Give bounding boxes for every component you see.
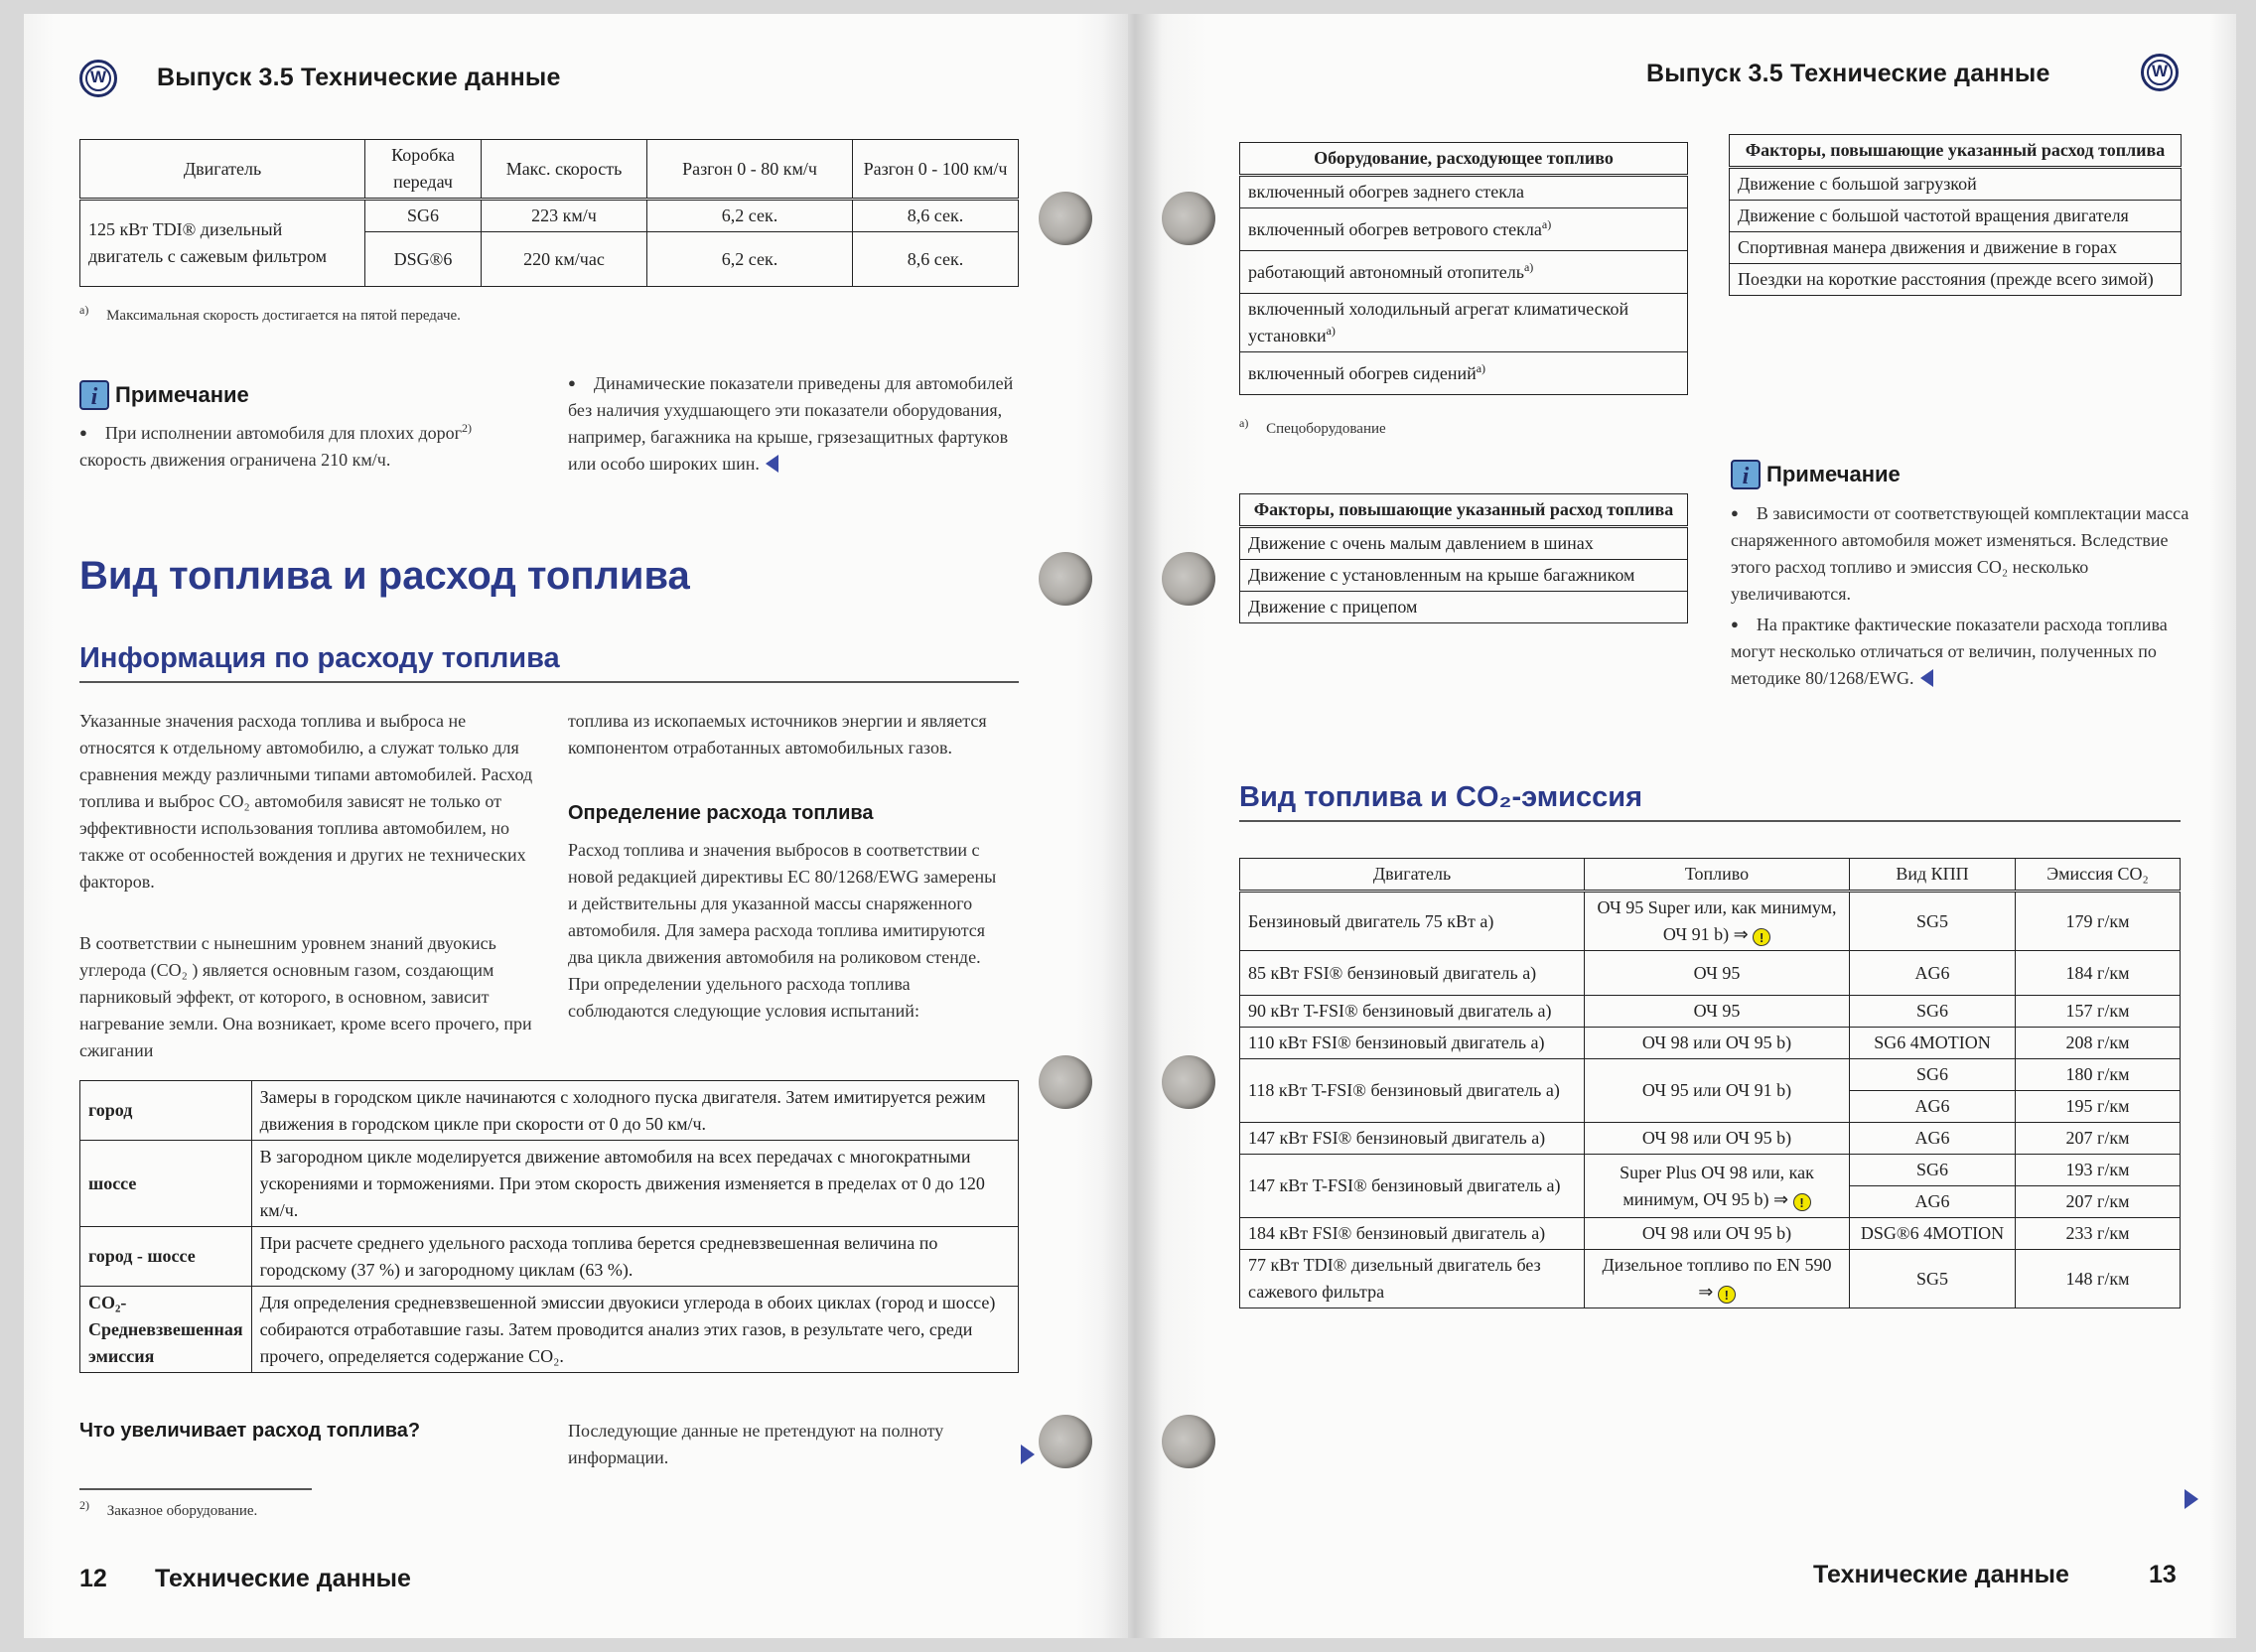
max-speed-cell: 220 км/час: [482, 232, 647, 287]
page-footnote: [79, 1498, 258, 1520]
co2-emission-table: [1239, 858, 2181, 1308]
table-row: [1240, 996, 2181, 1028]
cycle-text: При расчете среднего удельного расхода топлива берется средневзвешенная величина по городскому (37 %) и загородному циклам (63 %).: [251, 1227, 1018, 1287]
table-row: [1730, 201, 2182, 232]
engine-cell: 90 кВт T-FSI® бензиновый двигатель a): [1240, 996, 1585, 1028]
paragraph: Расход топлива и значения выбросов в соответствии с новой редакцией директивы ЕС 80/1268/EWG замерены и действительны для указанной массы снаряженного автомобиля. Для замера расхода топлива имитируются два цикла движения автомобиля на роликовом стенде. При определении удельного расхода топлива соблюдаются следующие условия испытаний:: [568, 840, 997, 1021]
engine-cell: 147 кВт FSI® бензиновый двигатель a): [1240, 1123, 1585, 1155]
table-row: [1240, 951, 2181, 996]
table-row: [1240, 1028, 2181, 1059]
table-row: [1240, 352, 1688, 395]
consumption-factors-table: [1729, 134, 2182, 296]
footnote-mark: a): [1326, 324, 1336, 338]
gearbox-cell: DSG®6 4MOTION: [1850, 1218, 2016, 1250]
footer-title: Технические данные: [155, 1565, 411, 1592]
fuel-text: ОЧ 95 Super или, как минимум, ОЧ 91 b) ⇒: [1597, 897, 1837, 944]
cycle-text: Для определения средневзвешенной эмиссии двуокиси углерода в обоих циклах (город и шоссе) собираются отработавшие газы. Затем проводится анализ этих газов, в результате чего, среди прочего, определяется содержание CO₂.: [251, 1287, 1018, 1373]
table-row: [1240, 560, 1688, 592]
binding-hole: [1039, 1055, 1092, 1109]
footnote-mark: a): [1476, 360, 1486, 375]
table-header: Оборудование, расходующее топливо: [1240, 143, 1688, 176]
table-row: [1240, 176, 1688, 208]
table-header: Факторы, повышающие указанный расход топлива: [1240, 494, 1688, 527]
table-row: [1240, 1059, 2181, 1091]
table-row: [80, 1287, 1019, 1373]
table-row: [1730, 232, 2182, 264]
table-footnote: [79, 303, 461, 325]
section-title: Вид топлива и CO₂-эмиссия: [1239, 781, 1643, 813]
table-row: [1240, 294, 1688, 352]
paragraph: В соответствии с нынешним уровнем знаний двуокись углерода (CO₂ ) является основным газом, создающим парниковый эффект, от которого, в основном, зависит нагревание земли. Она возникает, кроме всего прочего, при сжигании: [79, 933, 532, 1060]
subsection-title: Информация по расходу топлива: [79, 642, 560, 674]
cycle-label: город: [80, 1081, 252, 1141]
info-icon: i: [1731, 460, 1761, 489]
table-row: [80, 1081, 1019, 1141]
fuel-text: Super Plus ОЧ 98 или, как минимум, ОЧ 95 b) ⇒: [1620, 1162, 1814, 1209]
co2-cell: 193 г/км: [2016, 1155, 2181, 1186]
factor-item: Движение с большой частотой вращения двигателя: [1730, 201, 2182, 232]
divider: [79, 681, 1019, 683]
engine-cell: Бензиновый двигатель 75 кВт a): [1240, 892, 1585, 951]
table-row: [1240, 892, 2181, 951]
cycle-label: город - шоссе: [80, 1227, 252, 1287]
engine-cell: 147 кВт T-FSI® бензиновый двигатель a): [1240, 1155, 1585, 1218]
col-header: Макс. скорость: [482, 140, 647, 200]
warning-icon: !: [1753, 928, 1770, 946]
equipment-item: включенный холодильный агрегат климатической установки: [1248, 299, 1629, 345]
paragraph: Последующие данные не претендуют на полноту информации.: [568, 1421, 944, 1467]
page-header-title: Выпуск 3.5 Технические данные: [157, 64, 561, 91]
warning-icon: !: [1718, 1286, 1736, 1304]
fuel-cell: [1585, 892, 1850, 951]
warning-icon: !: [1793, 1193, 1811, 1211]
note-heading: [79, 380, 249, 410]
page-number: 12: [79, 1565, 107, 1592]
co2-cell: 207 г/км: [2016, 1186, 2181, 1218]
footnote-text: Спецоборудование: [1266, 421, 1386, 437]
cycle-text: В загородном цикле моделируется движение автомобиля на всех передачах с многократными ускорениями и торможениями. При этом скорость движения изменяется в пределах от 0 до 120 км/ч.: [251, 1141, 1018, 1227]
binding-hole: [1162, 1415, 1215, 1468]
binding-hole: [1162, 192, 1215, 245]
col-header: Эмиссия CO₂: [2016, 859, 2181, 892]
increase-title: Что увеличивает расход топлива?: [79, 1420, 421, 1442]
col-header: Разгон 0 - 80 км/ч: [647, 140, 853, 200]
fuel-cell: [1585, 1250, 1850, 1308]
footnote-mark: a): [79, 303, 89, 317]
performance-table: [79, 139, 1019, 287]
co2-cell: 148 г/км: [2016, 1250, 2181, 1308]
binding-hole: [1162, 1055, 1215, 1109]
table-row: [1730, 264, 2182, 296]
fuel-consuming-equipment-table: [1239, 142, 1688, 395]
gearbox-cell: SG6: [1850, 996, 2016, 1028]
note-text: При исполнении автомобиля для плохих дорог: [104, 423, 463, 443]
footnote-mark: a): [1523, 259, 1534, 274]
table-row: [1240, 251, 1688, 294]
gearbox-cell: AG6: [1850, 1123, 2016, 1155]
factor-item: Движение с прицепом: [1240, 592, 1688, 623]
fuel-cell: [1585, 1155, 1850, 1218]
table-row: [1240, 1250, 2181, 1308]
co2-cell: 179 г/км: [2016, 892, 2181, 951]
engine-cell: 184 кВт FSI® бензиновый двигатель a): [1240, 1218, 1585, 1250]
gearbox-cell: AG6: [1850, 1091, 2016, 1123]
page-header-title: Выпуск 3.5 Технические данные: [1646, 60, 2050, 87]
section-end-icon: [766, 455, 778, 473]
engine-cell: 77 кВт TDI® дизельный двигатель без сажевого фильтра: [1240, 1250, 1585, 1308]
factor-item: Поездки на короткие расстояния (прежде всего зимой): [1730, 264, 2182, 296]
col-header: Топливо: [1585, 859, 1850, 892]
table-row: [1240, 527, 1688, 560]
engine-cell: 85 кВт FSI® бензиновый двигатель a): [1240, 951, 1585, 996]
table-row: [80, 1141, 1019, 1227]
co2-cell: 184 г/км: [2016, 951, 2181, 996]
co2-cell: 195 г/км: [2016, 1091, 2181, 1123]
note-title: Примечание: [1766, 462, 1901, 486]
table-row: [1730, 168, 2182, 201]
footer-title: Технические данные: [1813, 1561, 2069, 1588]
cycle-label: CO₂-Средневзвешенная эмиссия: [80, 1287, 252, 1373]
fuel-cell: ОЧ 95: [1585, 951, 1850, 996]
note-title: Примечание: [115, 382, 249, 407]
table-header: Факторы, повышающие указанный расход топлива: [1730, 135, 2182, 168]
note-bullet: [1731, 611, 2197, 692]
co2-cell: 180 г/км: [2016, 1059, 2181, 1091]
fuel-cell: ОЧ 98 или ОЧ 95 b): [1585, 1123, 1850, 1155]
gearbox-cell: SG5: [1850, 892, 2016, 951]
table-row: [1240, 1123, 2181, 1155]
binding-hole: [1039, 1415, 1092, 1468]
footnote-mark: 2): [79, 1498, 89, 1512]
gearbox-cell: SG5: [1850, 1250, 2016, 1308]
cycle-text: Замеры в городском цикле начинаются с холодного пуска двигателя. Затем имитируется режим движения в городском цикле при скорости от 0 до 50 км/ч.: [251, 1081, 1018, 1141]
footnote-text: Максимальная скорость достигается на пятой передаче.: [106, 308, 461, 324]
note-text: На практике фактические показатели расхода топлива могут несколько отличаться от величин, полученных по методике 80/1268/EWG.: [1731, 615, 2168, 688]
accel-100-cell: 8,6 сек.: [853, 200, 1019, 232]
gearbox-cell: DSG®6: [365, 232, 482, 287]
accel-100-cell: 8,6 сек.: [853, 232, 1019, 287]
divider: [1239, 820, 2181, 822]
binding-hole: [1162, 552, 1215, 606]
col-header: Коробка передач: [365, 140, 482, 200]
gearbox-cell: AG6: [1850, 1186, 2016, 1218]
col-header: Разгон 0 - 100 км/ч: [853, 140, 1019, 200]
book-gutter: [1102, 14, 1162, 1638]
engine-cell: 118 кВт T-FSI® бензиновый двигатель a): [1240, 1059, 1585, 1123]
fuel-text: Дизельное топливо по EN 590 ⇒: [1602, 1255, 1832, 1302]
factor-item: Спортивная манера движения и движение в горах: [1730, 232, 2182, 264]
table-footnote: [1239, 416, 1386, 438]
col-header: Двигатель: [80, 140, 365, 200]
table-row: [80, 200, 1019, 232]
footnote-mark: a): [1541, 216, 1552, 231]
equipment-item: работающий автономный отопитель: [1248, 261, 1524, 282]
fuel-cell: ОЧ 98 или ОЧ 95 b): [1585, 1218, 1850, 1250]
factor-item: Движение с очень малым давлением в шинах: [1240, 527, 1688, 560]
note-bullet: [1731, 499, 2197, 608]
footnote-divider: [79, 1488, 312, 1490]
definition-title: Определение расхода топлива: [568, 802, 874, 824]
consumption-factors-table: [1239, 493, 1688, 623]
continue-arrow-icon: [2185, 1489, 2198, 1509]
co2-cell: 157 г/км: [2016, 996, 2181, 1028]
engine-cell: 125 кВт TDI® дизельный двигатель с сажевым фильтром: [80, 200, 365, 287]
factor-item: Движение с большой загрузкой: [1730, 168, 2182, 201]
equipment-item: включенный обогрев сидений: [1248, 362, 1477, 383]
co2-cell: 207 г/км: [2016, 1123, 2181, 1155]
max-speed-cell: 223 км/ч: [482, 200, 647, 232]
gearbox-cell: SG6: [1850, 1059, 2016, 1091]
accel-80-cell: 6,2 сек.: [647, 200, 853, 232]
section-end-icon: [1920, 669, 1933, 687]
fuel-cell: ОЧ 95 или ОЧ 91 b): [1585, 1059, 1850, 1123]
paragraph: Указанные значения расхода топлива и выброса не относятся к отдельному автомобилю, а служат только для сравнения между различными типами автомобилей. Расход топлива и выброс CO₂ автомобиля зависят не только от эффективности использования топлива автомобилем, но также от особенностей вождения и других не технических факторов.: [79, 711, 533, 892]
table-row: [1240, 208, 1688, 251]
gearbox-cell: AG6: [1850, 951, 2016, 996]
gearbox-cell: SG6 4MOTION: [1850, 1028, 2016, 1059]
col-header: Двигатель: [1240, 859, 1585, 892]
binding-hole: [1039, 192, 1092, 245]
section-title: Вид топлива и расход топлива: [79, 554, 690, 598]
continue-arrow-icon: [1021, 1445, 1035, 1464]
note-text: Динамические показатели приведены для автомобилей без наличия ухудшающего эти показатели оборудования, например, багажника на крыше, грязезащитных фартуков или особо широких шин.: [568, 373, 1014, 474]
fuel-cell: ОЧ 98 или ОЧ 95 b): [1585, 1028, 1850, 1059]
footnote-mark: 2): [462, 421, 473, 435]
vw-logo-icon: W: [2141, 54, 2179, 91]
factor-item: Движение с установленным на крыше багажником: [1240, 560, 1688, 592]
table-row: [1240, 1218, 2181, 1250]
table-row: [1240, 1155, 2181, 1186]
table-row: [80, 1227, 1019, 1287]
note-bullet: [568, 369, 1025, 478]
equipment-item: включенный обогрев заднего стекла: [1248, 182, 1524, 202]
note-text: В зависимости от соответствующей комплектации масса снаряженного автомобиля может изменяться. Вследствие этого расход топливо и эмиссия CO₂ несколько увеличиваются.: [1731, 503, 2189, 604]
note-heading: [1731, 460, 1901, 489]
paragraph: топлива из ископаемых источников энергии и является компонентом отработанных автомобильных газов.: [568, 711, 987, 757]
page-number: 13: [2149, 1561, 2177, 1588]
footnote-text: Заказное оборудование.: [106, 1503, 258, 1519]
info-icon: i: [79, 380, 109, 410]
footnote-mark: a): [1239, 416, 1249, 430]
co2-cell: 208 г/км: [2016, 1028, 2181, 1059]
note-bullet: [79, 419, 536, 474]
engine-cell: 110 кВт FSI® бензиновый двигатель a): [1240, 1028, 1585, 1059]
test-cycle-table: [79, 1080, 1019, 1373]
gearbox-cell: SG6: [365, 200, 482, 232]
fuel-cell: ОЧ 95: [1585, 996, 1850, 1028]
equipment-item: включенный обогрев ветрового стекла: [1248, 218, 1542, 239]
note-text: скорость движения ограничена 210 км/ч.: [79, 450, 391, 470]
vw-logo-icon: W: [79, 60, 117, 97]
accel-80-cell: 6,2 сек.: [647, 232, 853, 287]
binding-hole: [1039, 552, 1092, 606]
col-header: Вид КПП: [1850, 859, 2016, 892]
table-row: [1240, 592, 1688, 623]
cycle-label: шоссе: [80, 1141, 252, 1227]
co2-cell: 233 г/км: [2016, 1218, 2181, 1250]
gearbox-cell: SG6: [1850, 1155, 2016, 1186]
